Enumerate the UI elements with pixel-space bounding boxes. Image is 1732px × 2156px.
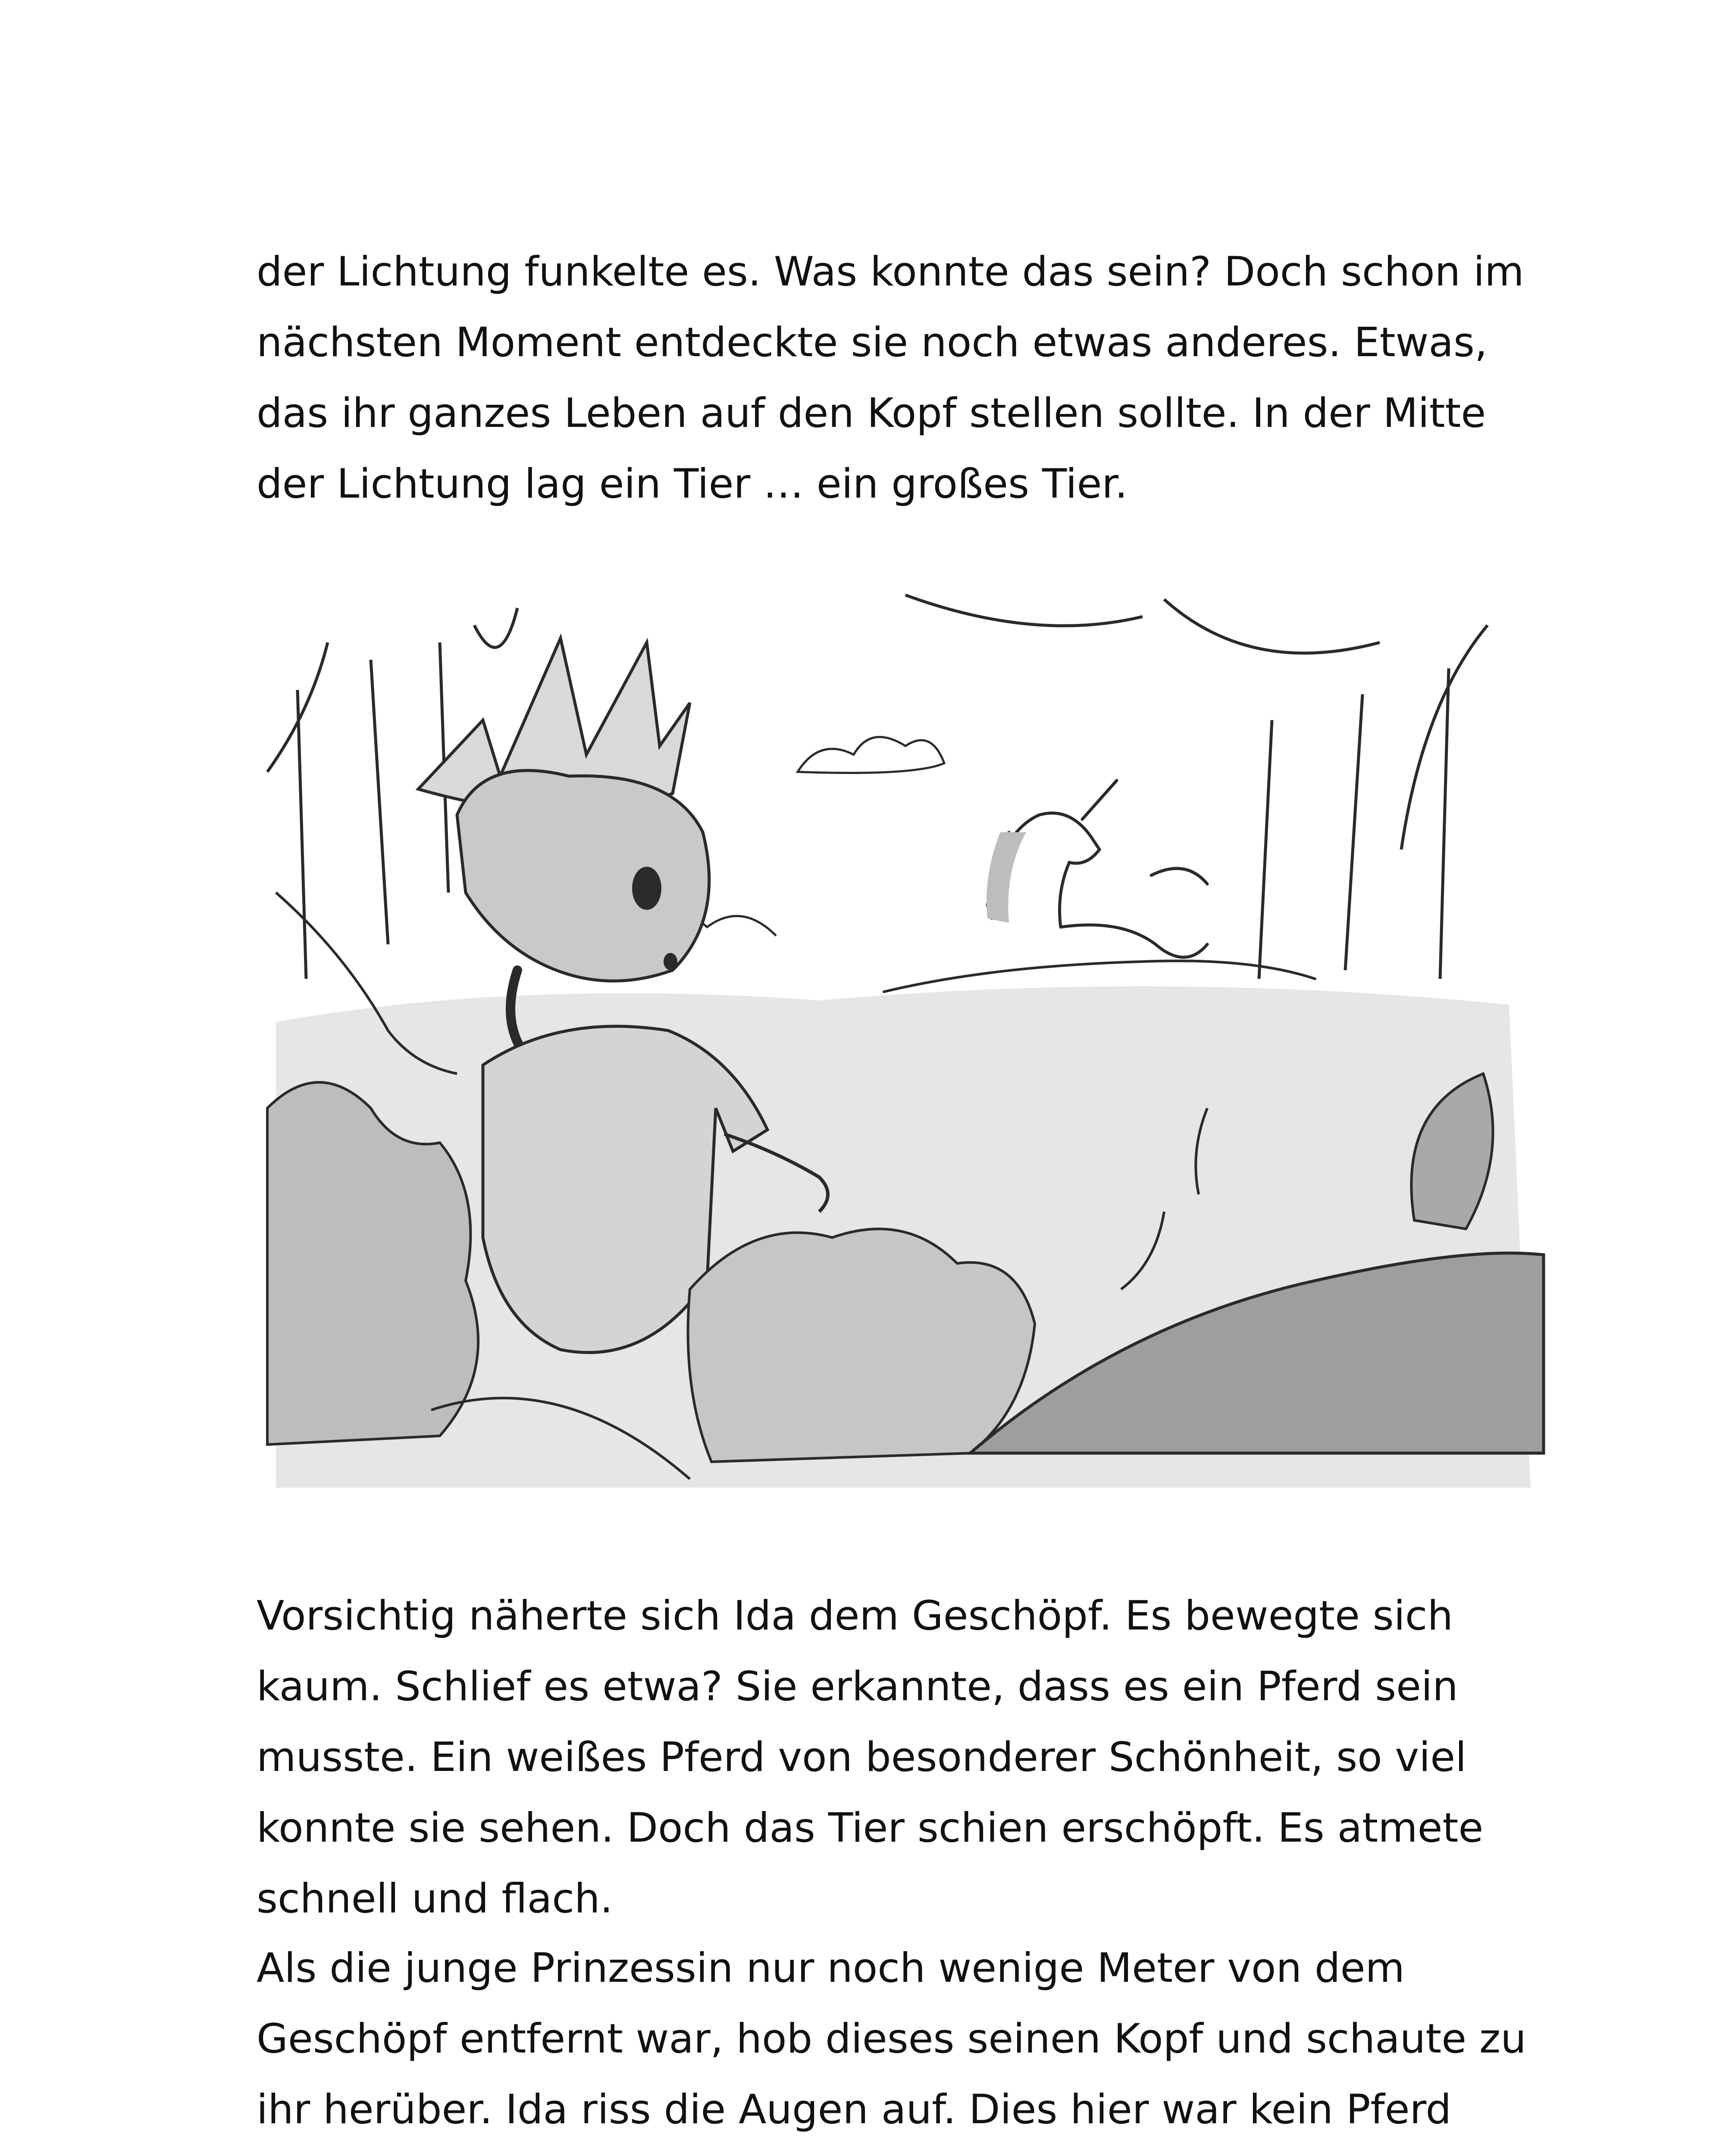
- text-line: musste. Ein weißes Pferd von besonderer Schönheit, so viel: [257, 1734, 1467, 1781]
- text-line: ihr herüber. Ida riss die Augen auf. Dies hier war kein Pferd: [257, 2086, 1452, 2133]
- girl-eye: [632, 867, 661, 910]
- text-line: Geschöpf entfernt war, hob dieses seinen Kopf und schaute zu: [257, 2015, 1526, 2062]
- text-line: nächsten Moment entdeckte sie noch etwas anderes. Etwas,: [257, 319, 1488, 366]
- girl-mouth: [664, 953, 677, 970]
- text-line: Als die junge Prinzessin nur noch wenige Meter von dem: [257, 1945, 1405, 1992]
- cloud: [798, 737, 944, 773]
- girl-head: [457, 771, 709, 981]
- text-line: kaum. Schlief es etwa? Sie erkannte, dass es ein Pferd sein: [257, 1663, 1458, 1710]
- paragraph-1: [257, 237, 1546, 520]
- text-line: konnte sie sehen. Doch das Tier schien erschöpft. Es atmete: [257, 1805, 1484, 1852]
- unicorn: [884, 780, 1315, 992]
- right-trees: [905, 595, 1488, 979]
- text-line: schnell und flach.: [257, 1875, 613, 1922]
- foreground-bush-center: [688, 1229, 1035, 1462]
- text-line: der Lichtung funkelte es. Was konnte das sein? Doch schon im: [257, 248, 1524, 295]
- unicorn-mane-shade: [987, 832, 1026, 923]
- text-line: das ihr ganzes Leben auf den Kopf stellen sollte. In der Mitte: [257, 390, 1486, 437]
- text-line: der Lichtung lag ein Tier … ein großes Tier.: [257, 461, 1128, 508]
- paragraph-3: [257, 1933, 1546, 2145]
- paragraph-2: [257, 1581, 1546, 1934]
- forest-illustration: [259, 591, 1548, 1501]
- text-line: Vorsichtig näherte sich Ida dem Geschöpf. Es bewegte sich: [257, 1592, 1453, 1639]
